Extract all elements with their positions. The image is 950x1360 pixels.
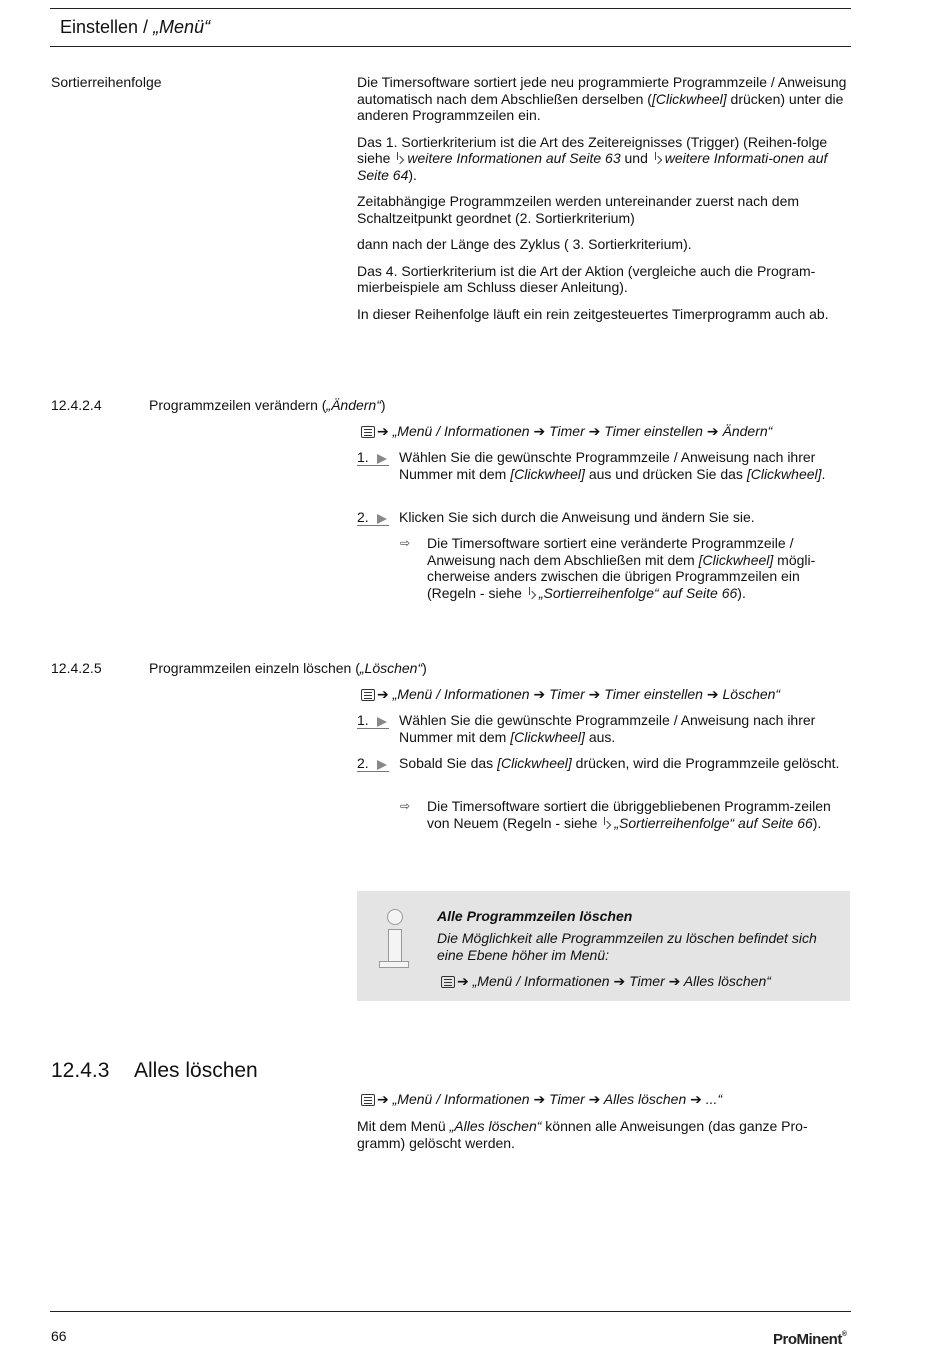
arrow-icon: ➔ xyxy=(377,423,389,439)
reference-icon xyxy=(654,152,663,164)
step-arrow-icon xyxy=(377,717,387,727)
info-box xyxy=(357,891,850,1001)
sort-paragraph: In dieser Reihenfolge läuft ein rein zeitgesteuertes Timerprogramm auch ab. xyxy=(357,305,829,322)
page-header xyxy=(60,16,210,38)
arrow-icon: ➔ xyxy=(706,423,719,439)
menu-icon xyxy=(361,689,375,701)
header-title-menu: „Menü“ xyxy=(153,17,211,37)
arrow-icon: ➔ xyxy=(588,1091,601,1107)
arrow-icon: ➔ xyxy=(690,1091,702,1107)
header-title: Einstellen / xyxy=(60,17,154,37)
arrow-icon: ➔ xyxy=(613,973,626,989)
step-number: 1. xyxy=(357,449,391,466)
sort-body xyxy=(357,74,849,322)
section-paragraph: Mit dem Menü „Alles löschen“ können alle Anweisungen (das ganze Pro-gramm) gelöscht werden. xyxy=(357,1118,808,1151)
menu-path: ➔ „Menü / Informationen ➔ Timer ➔ Alles löschen ➔ ...“ xyxy=(361,1091,722,1108)
arrow-icon: ➔ xyxy=(668,973,681,989)
step-arrow-icon xyxy=(377,760,387,770)
header-top-rule xyxy=(50,8,851,9)
footer-rule xyxy=(50,1311,851,1312)
menu-path: ➔ „Menü / Informationen ➔ Timer ➔ Timer einstellen ➔ Löschen“ xyxy=(361,686,780,703)
menu-path: ➔ „Menü / Informationen ➔ Timer ➔ Timer einstellen ➔ Ändern“ xyxy=(361,423,772,440)
section-number: 12.4.3 xyxy=(51,1059,110,1082)
menu-icon xyxy=(361,426,375,438)
arrow-icon: ➔ xyxy=(533,1091,546,1107)
menu-icon xyxy=(361,1094,375,1106)
arrow-icon: ➔ xyxy=(533,686,546,702)
arrow-icon: ➔ xyxy=(588,423,601,439)
sort-paragraph: Die Timersoftware sortiert jede neu programmierte Programmzeile / Anweisung automatisch nach dem Abschließen derselben ([Clickwheel] drücken) unter die anderen Programmzeilen ein. xyxy=(357,74,847,123)
section-title: Programmzeilen einzeln löschen („Löschen“) xyxy=(149,660,427,676)
reference-icon xyxy=(528,587,537,599)
sort-paragraph: Das 4. Sortierkriterium ist die Art der Aktion (vergleiche auch die Program-mierbeispiele am Schluss dieser Anleitung). xyxy=(357,262,816,295)
arrow-icon: ➔ xyxy=(533,423,546,439)
info-body: Die Möglichkeit alle Programmzeilen zu löschen befindet sich eine Ebene höher im Menü: xyxy=(437,930,817,963)
brand-logo: ProMinent® xyxy=(773,1331,847,1348)
sort-paragraph: Zeitabhängige Programmzeilen werden untereinander zuerst nach dem Schaltzeitpunkt geordnet (2. Sortierkriterium) xyxy=(357,193,800,226)
section-title: Alles löschen xyxy=(134,1059,258,1082)
cross-reference-link[interactable]: „Sortierreihenfolge“ auf Seite 66 xyxy=(614,814,813,831)
step-number: 1. xyxy=(357,712,391,729)
header-bottom-rule xyxy=(50,46,851,47)
info-title: Alle Programmzeilen löschen xyxy=(437,908,633,924)
step-number: 2. xyxy=(357,755,391,772)
arrow-icon: ➔ xyxy=(588,686,601,702)
step-arrow-icon xyxy=(377,454,387,464)
menu-icon xyxy=(441,976,455,988)
section-title: Programmzeilen verändern („Ändern“) xyxy=(149,397,386,413)
sort-label: Sortierreihenfolge xyxy=(51,74,162,90)
reference-icon xyxy=(396,152,405,164)
sort-paragraph: dann nach der Länge des Zyklus ( 3. Sortierkriterium). xyxy=(357,236,692,252)
result-arrow-icon: ⇨ xyxy=(400,799,411,813)
arrow-icon: ➔ xyxy=(377,686,389,702)
page-number: 66 xyxy=(51,1328,67,1344)
sort-paragraph: Das 1. Sortierkriterium ist die Art des Zeitereignisses (Trigger) (Reihen-folge siehe weitere Informationen auf Seite 63 und weitere Informati-onen auf Seite 64). xyxy=(357,133,828,183)
info-icon xyxy=(379,909,409,969)
section-number: 12.4.2.4 xyxy=(51,397,102,413)
step-number: 2. xyxy=(357,509,391,526)
reference-icon xyxy=(603,817,612,829)
arrow-icon: ➔ xyxy=(457,973,469,989)
arrow-icon: ➔ xyxy=(706,686,719,702)
menu-path: ➔ „Menü / Informationen ➔ Timer ➔ Alles löschen“ xyxy=(441,973,841,990)
arrow-icon: ➔ xyxy=(377,1091,389,1107)
section-number: 12.4.2.5 xyxy=(51,660,102,676)
cross-reference-link[interactable]: „Sortierreihenfolge“ auf Seite 66 xyxy=(538,584,738,601)
cross-reference-link[interactable]: weitere Informationen auf Seite 63 xyxy=(407,150,621,166)
step-arrow-icon xyxy=(377,514,387,524)
cross-reference-link[interactable]: weitere Informati-onen auf Seite 64 xyxy=(357,150,828,183)
result-arrow-icon: ⇨ xyxy=(400,536,411,550)
